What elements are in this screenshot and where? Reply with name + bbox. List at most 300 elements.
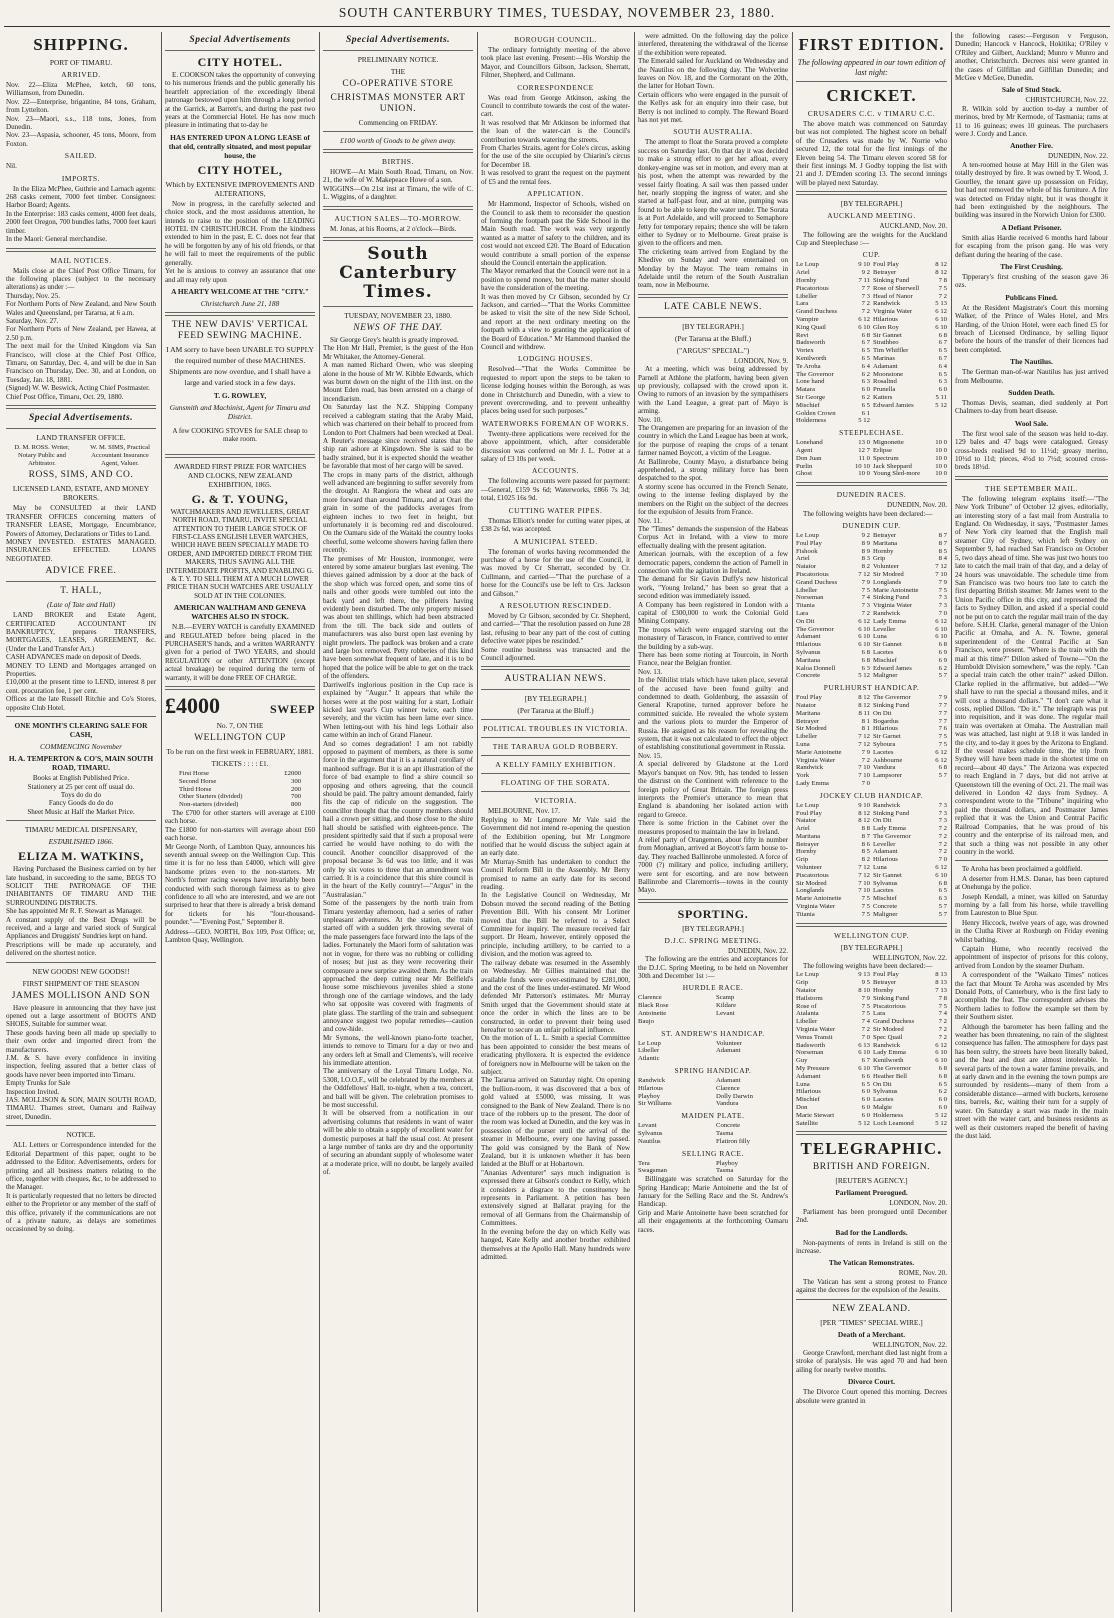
- weight-value: 7 5: [861, 1010, 870, 1018]
- horse-name: Mignonette: [873, 439, 904, 447]
- weight-value: 8 7: [938, 532, 947, 539]
- weight-value: 8 8: [861, 825, 870, 833]
- weight-value: 6 0: [861, 1111, 870, 1119]
- horse-weight: [796, 872, 870, 880]
- horse-name: Titania: [796, 602, 815, 610]
- weight-value: 7 5: [861, 586, 870, 594]
- horse-weight: [796, 602, 870, 610]
- text-block: Was read from George Atkinson, asking the Council to contribute towards the cost of the water-cart. It was resolved that Mr Atkinson be informed that the loan of the water-cart is the Council's contribution towards watering the streets. From Charles Straits, agent for Cole's circus, asking for the use of the site occupied by Chiarini's circus for December 18. It was resolved to grant the request on the payment of £5 and the rental fees.: [481, 93, 630, 186]
- subheading: STEEPLECHASE.: [839, 428, 904, 438]
- ad-title: T. G. ROWLEY,: [213, 390, 267, 400]
- horse-weight: [873, 1018, 947, 1026]
- horse-weight: [796, 911, 870, 919]
- horse-weight: [873, 633, 947, 641]
- horse-name: Volunteer: [873, 563, 899, 571]
- horse-weight: [796, 579, 870, 587]
- horse-weight: [796, 285, 870, 293]
- column-divider: [161, 32, 162, 1612]
- weight-row: [796, 371, 947, 379]
- text-block: The Divorce Court opened this morning. Decrees absolute were granted in: [796, 1388, 947, 1405]
- horse-weight: [873, 470, 947, 478]
- horse-weight: [796, 363, 870, 371]
- ad-title: CITY HOTEL,: [197, 162, 283, 177]
- horse-weight: [796, 378, 870, 386]
- horse-weight: [796, 1034, 870, 1042]
- subheading: FLOATING OF THE SORATA.: [500, 778, 611, 788]
- horse-name: Playboy: [716, 1159, 738, 1167]
- weight-value: 6 7: [861, 1057, 870, 1065]
- horse-weight: [873, 332, 947, 340]
- weight-value: 5 12: [935, 1119, 947, 1127]
- subheading: ACCOUNTS.: [531, 466, 580, 476]
- column-divider: [634, 32, 635, 1612]
- horse-name: Golden Crown: [796, 409, 836, 417]
- horse-weight: [873, 810, 947, 818]
- weight-value: 7 0: [938, 609, 947, 617]
- subheading: Sale of Stud Stock.: [1001, 85, 1062, 95]
- horse-weight: [796, 833, 870, 841]
- weight-value: 7 8: [938, 277, 947, 285]
- horse-weight: [796, 1081, 870, 1089]
- horse-name: Ariel: [796, 555, 810, 563]
- horse-name: Sir Garnet: [873, 733, 901, 741]
- weight-value: 7 2: [861, 756, 870, 764]
- weight-value: 7 12: [858, 733, 870, 741]
- horse-name: Norseman: [796, 1049, 824, 1057]
- column-divider: [319, 32, 320, 1612]
- weight-value: 6 8: [861, 656, 870, 664]
- subheading: CUTTING WATER PIPES.: [508, 505, 603, 515]
- weight-value: 7 2: [861, 308, 870, 316]
- horse-name: Venus Transit: [796, 1033, 833, 1041]
- divider: [955, 476, 1108, 480]
- horse-name: Kildare: [716, 1002, 737, 1010]
- horse-weight: [873, 817, 947, 825]
- weight-value: 7 5: [938, 733, 947, 741]
- horse-weight: [796, 665, 870, 673]
- horse-weight: [873, 841, 947, 849]
- horse-name: Hornby: [873, 547, 894, 555]
- subheading: MAIL NOTICES.: [50, 255, 112, 265]
- horse-weight: [796, 895, 870, 903]
- subheading: (Per Tararua at the Bluff.): [517, 706, 594, 716]
- horse-name: Grip: [873, 555, 886, 563]
- prize-row: [179, 793, 301, 801]
- horse-name: Fishook: [796, 547, 818, 555]
- dateline: ROME, Nov. 20.: [898, 1269, 947, 1278]
- horse-name: Baujo: [638, 1017, 654, 1025]
- section-heading: BRITISH AND FOREIGN.: [812, 1162, 931, 1173]
- horse-weight: [873, 772, 947, 780]
- horse-name: Lady Emma: [873, 825, 906, 833]
- horse-name: Lone hand: [796, 378, 825, 386]
- divider: [323, 50, 473, 51]
- horse-name: Tasma: [716, 1167, 734, 1175]
- divider: [481, 791, 630, 792]
- weight-value: 6 3: [938, 895, 947, 903]
- weight-value: 8 12: [858, 694, 870, 702]
- divider: [6, 820, 156, 821]
- divider: [796, 81, 947, 82]
- column-divider: [951, 32, 952, 1612]
- horse-name: Atalanta: [796, 1010, 819, 1018]
- horse-name: Heather Bell: [873, 1072, 907, 1080]
- horse-name: Adamant: [796, 633, 821, 641]
- horse-weight: [873, 880, 947, 888]
- weight-value: 7 3: [938, 809, 947, 817]
- horse-name: Randwick: [873, 801, 901, 809]
- subheading: A Defiant Prisoner.: [1001, 222, 1062, 232]
- horse-weight: [796, 410, 870, 418]
- weight-value: 7 4: [938, 1010, 947, 1018]
- horse-name: Foul Play: [796, 539, 822, 547]
- section-heading: NEWS OF THE DAY.: [353, 323, 443, 334]
- horse-weight: [873, 410, 947, 418]
- horse-weight: [796, 1018, 870, 1026]
- weight-value: 6 13: [858, 1041, 870, 1049]
- text-block: Books at English Published Price. Stationery at 25 per cent off usual do. Toys do do do Fancy Goods do do do Sheet Music at Half the Market Price.: [27, 774, 135, 816]
- horse-weight: [796, 880, 870, 888]
- weight-value: 5 12: [935, 401, 947, 409]
- ad-subtitle: To be run on the first week in FEBRUARY, 1881.: [166, 747, 314, 757]
- horse-name: Clarence: [638, 994, 662, 1002]
- weight-value: 6 4: [938, 362, 947, 370]
- horse-weight: [873, 308, 947, 316]
- weight-value: 6 10: [858, 641, 870, 649]
- text-block: The following accounts were passed for payment:—General, £159 9s 6d; Waterworks, £866 7s 3d; total, £1025 16s 9d.: [481, 477, 630, 503]
- horse-name: Mischief: [796, 401, 820, 409]
- subheading: [BY TELEGRAPH.]: [682, 321, 744, 331]
- weight-value: 6 5: [938, 370, 947, 378]
- horse-weight: [796, 733, 870, 741]
- subheading: FIRST SHIPMENT OF THE SEASON: [22, 978, 140, 988]
- horse-name: Sylvanus: [873, 1088, 898, 1096]
- horse-weight: [873, 741, 947, 749]
- horse-weight: [873, 825, 947, 833]
- subheading: The following appeared in our town edition of last night:: [797, 58, 946, 77]
- divider: [165, 686, 315, 690]
- article-body: MELBOURNE, Nov. 17. Replying to Mr Longmore Mr Vale said the Government did not intend re-opening the question of the Exhibition opening, but Mr Longmore notified that he would discuss the subject again at an early date. Mr Murray-Smith has undertaken to conduct the Council Reform Bill in the Assembly. Mr Berry promised to name an early date for its second reading. In the Legislative Council on Wednesday, Mr Dobson moved the second reading of the Betting Prevention Bill. With his consent Mr Lorimer moved that the Bill be referred to a Select Committee for inquiry. The measure received fair support. Dr Hearn, however, entirely opposed the principle, including artillery, to be carried to a division, and the motion was agreed to. The railway debate was resumed in the Assembly on Wednesday. Mr Gillies maintained that the available funds were over-estimated by £281,000, and the cost of the lines under-estimated. Mr Wood defended Mr Patterson's estimates. Mr Murray Smith urged that the Government should state at once the order in which the lines are to be constructed, in order to prevent their being used hereafter to secure an unfair political influence. On the motion of L. L. Smith a special Committee has been appointed to consider the best means of eradicating phylloxera. It is expected the evidence of foreigners now in Melbourne will be taken on the subject. The Tararua arrived on Saturday night. On opening the bullion-room, it was discovered that a box of gold valued at £5000, was missing. It was consigned to the Bank of New Zealand. There is no trace of the robbers up to the present. The door of the room was locked at Dunedin, and the key was in possession of the purser until the arrival of the steamer in Melbourne, every one having passed. The gold was consigned by the Bank of New Zealand, but it is unknown whether it has been landed at the Bluff or at Hobartown. "Ananias Adventurer" says much indignation is expressed there at Gibson's conduct re Kelly, which it considers a disgrace to the constituency he represents in Parliament. A petition has been extensively signed at Ballarat praying for the removal of all Germans from the Chairmanship of Committees. In the evening before the day on which Kelly was hanged, Kate Kelly and another brother exhibited themselves at the Apollo Hall. Many hundreds were admitted.: [481, 807, 630, 1261]
- horse-name: Edward James: [873, 664, 912, 672]
- weight-value: 6 10: [858, 323, 870, 331]
- section-heading: CRICKET.: [826, 86, 917, 105]
- weight-value: 7 7: [938, 717, 947, 725]
- horse-name: Natator: [796, 987, 817, 995]
- horse-weight: [796, 971, 870, 979]
- weight-value: 6 12: [858, 617, 870, 625]
- horse-weight: [873, 718, 947, 726]
- section-heading: NEW ZEALAND.: [832, 1303, 911, 1314]
- dateline: WELLINGTON, Nov. 22.: [872, 953, 947, 962]
- weight-value: 8 10: [858, 987, 870, 995]
- horse-name: Jack Sheppard: [873, 462, 912, 470]
- horse-name: Tera: [638, 1159, 650, 1167]
- weight-row: [796, 810, 947, 818]
- horse-name: Virginia Water: [796, 903, 836, 911]
- weight-row: [796, 841, 947, 849]
- horse-name: Ariel: [796, 825, 810, 833]
- horse-name: Piscatorious: [873, 1002, 906, 1010]
- weight-row: [796, 880, 947, 888]
- weight-row: [796, 447, 947, 455]
- horse-weight: [796, 1112, 870, 1120]
- horse-name: Hailstorm: [796, 994, 823, 1002]
- weight-value: 6 12: [935, 308, 947, 316]
- horse-name: Rose of: [796, 1002, 817, 1010]
- prize-label: Second Horse: [179, 777, 217, 785]
- horse-name: Sinking Fund: [873, 809, 910, 817]
- horse-weight: [873, 833, 947, 841]
- section-heading: AUSTRALIAN NEWS.: [504, 674, 607, 685]
- weight-row: [796, 324, 947, 332]
- horse-weight: [873, 626, 947, 634]
- weight-row: [796, 780, 947, 788]
- horse-name: Maligner: [873, 910, 898, 918]
- weight-row: [796, 463, 947, 471]
- horse-weight: [873, 339, 947, 347]
- weight-row: [796, 355, 947, 363]
- horse-name: Purlin: [796, 462, 813, 470]
- divider: [955, 860, 1108, 861]
- weight-row: [796, 1096, 947, 1104]
- subheading: ESTABLISHED 1866.: [48, 837, 114, 847]
- weight-value: 5 7: [938, 672, 947, 680]
- text-block: The £700 for other starters will average at £100 each horse. The £1800 for non-starters will average about £60 each horse. Mr George North, of Lambton Quay, announces his seventh annual sweep on the Wellington Cup. This time it is for no less than £4000, which will give handsome prizes even to the non-starters. Mr North's former racing sweeps have invariably been conducted with such thorough fairness as to give confidence to all who are interested, and we are not surprised to hear that there is already a brisk demand for tickets for his "four-thousand-pounder."—"Evening Post," September 8.: [165, 809, 315, 927]
- divider: [481, 737, 630, 738]
- horse-weight: [873, 1096, 947, 1104]
- dateline: CHRISTCHURCH, Nov. 22.: [1025, 96, 1108, 105]
- weight-value: 6 7: [938, 339, 947, 347]
- horse-weight: [796, 347, 870, 355]
- weight-value: 7 0: [938, 856, 947, 864]
- text-block: The above match was commenced on Saturday but was not completed. The highest score on behalf of the Crusaders was made by W. Norrie who secured 12, the total for the first innings of the Eleven being 54. The Timaru eleven scored 58 for their first innings M. J Godby topping the list with 21 and J. D'Emden scoring 13. The second innings will be played next Saturday.: [796, 120, 947, 187]
- weight-value: 7 0: [861, 779, 870, 787]
- weight-row: [796, 665, 947, 673]
- text-block: Te Aroha has been proclaimed a goldfield.: [962, 865, 1083, 874]
- horse-name: Edward Jamies: [873, 401, 914, 409]
- ad-subtitle: THE: [390, 67, 406, 76]
- subheading: Publicans Fined.: [1005, 292, 1058, 302]
- horse-weight: [796, 339, 870, 347]
- ad-text: D. M. ROSS. Writer, Notary Public and Arbitrator.: [14, 444, 70, 467]
- entry-row: [638, 1160, 788, 1168]
- subheading: CUP.: [862, 250, 881, 260]
- weight-row: [796, 1034, 947, 1042]
- weight-row: [796, 417, 947, 425]
- horse-name: Sir Modred: [873, 570, 904, 578]
- column-4: [481, 32, 630, 1612]
- horse-weight: [873, 1049, 947, 1057]
- weight-row: [796, 277, 947, 285]
- text-block: A ten-roomed house at May Hill in the Glen was totally destroyed by fire. It was owned by T. Wood, J. Gourlley, the tenant gave up possession on Friday, but had not removed the whole of his furniture. A fire was detected on Friday night, but it was thought it had been extinguished by the neighbours. The building was insured in the Norwich Union for £300.: [955, 160, 1108, 220]
- horse-weight: [796, 1010, 870, 1018]
- horse-name: Young Sled-more: [873, 470, 921, 478]
- weight-row: [796, 749, 947, 757]
- text-block: LAND BROKER and Estate Agent, CERTIFICATED ACCOUNTANT IN BANKRUPTCY, prepares TRANSFERS, MORTGAGES, LEASES, AGREEMENT, &c. (Under the Land Transfer Act.) CASH ADVANCES made on deposit of Deeds. MONEY TO LEND and Mortgages arranged on Properties. £10,000 at the present time to LEND, interest 8 per cent. procuration fee, 1 per cent. Offices at the late Russell Ritchie and Co's Stores, opposite Club Hotel.: [6, 611, 156, 712]
- ad-subtitle: Which by EXTENSIVE IMPROVEMENTS AND ALTERATIONS,: [165, 179, 315, 198]
- weight-value: 6 12: [935, 756, 947, 764]
- weight-value: 6 0: [861, 1088, 870, 1096]
- weight-value: 6 2: [938, 1088, 947, 1096]
- horse-weight: [873, 911, 947, 919]
- ad-title: T. HALL,: [60, 586, 102, 597]
- subheading: Divorce Court.: [847, 1377, 896, 1387]
- horse-name: Sir Gannet: [873, 871, 902, 879]
- weight-row: [796, 710, 947, 718]
- horse-name: Rose of Sherwell: [873, 284, 920, 292]
- divider: [796, 191, 947, 195]
- ad-title: NOTICE.: [66, 1130, 96, 1140]
- horse-name: Sinking Fund: [873, 594, 910, 602]
- weight-value: 6 1: [861, 409, 870, 417]
- horse-weight: [796, 1057, 870, 1065]
- horse-name: Luna: [796, 1080, 810, 1088]
- subheading: JOCKEY CLUB HANDICAP.: [819, 790, 924, 800]
- weight-value: 6 9: [938, 656, 947, 664]
- weight-value: 7 4: [861, 594, 870, 602]
- text-block: Parliament has been prorogued until December 2nd.: [796, 1207, 947, 1225]
- horse-name: Hilarious: [638, 1084, 663, 1092]
- horse-name: Le Loup: [796, 971, 819, 979]
- weight-value: 7 12: [858, 864, 870, 872]
- weights-table: [796, 971, 947, 1127]
- horse-weight: [873, 1120, 947, 1128]
- weight-row: [796, 378, 947, 386]
- horse-name: Playboy: [638, 1092, 660, 1100]
- weight-row: [796, 402, 947, 410]
- horse-name: Libeller: [796, 586, 818, 594]
- weight-value: 7 13: [935, 987, 947, 995]
- prize-list: [165, 770, 315, 809]
- weight-value: 8 7: [938, 539, 947, 547]
- horse-name: Grip: [796, 979, 809, 987]
- divider: [323, 149, 473, 153]
- weight-value: 5 11: [935, 394, 947, 402]
- weight-row: [796, 1120, 947, 1128]
- horse-weight: [873, 371, 947, 379]
- horse-name: Glen Roy: [873, 323, 899, 331]
- weight-value: 7 5: [861, 1002, 870, 1010]
- subheading: Wool Sale.: [1014, 418, 1049, 428]
- horse-weight: [873, 548, 947, 556]
- horse-weight: [873, 378, 947, 386]
- horse-weight: [873, 1010, 947, 1018]
- weight-row: [796, 455, 947, 463]
- text-block: Have pleasure in announcing that they have just opened out a large assortment of BOOTS AND SHOES, Suitable for summer wear. These goods having been all made up specially to their own order and imported direct from the manufacturers. J.M. & S. have every confidence in inviting inspection, feeling assured that a better class of goods have never been imported into Timaru. Empty Trunks for Sale Inspection Invited. JAS. MOLLISON & SON, MAIN SOUTH ROAD, TIMARU. Thames street, Oamaru and Railway street, Dunedin.: [6, 1003, 156, 1121]
- weight-value: 7 9: [861, 578, 870, 586]
- horse-weight: [796, 764, 870, 772]
- weights-table: [796, 439, 947, 478]
- weight-value: 8 4: [938, 555, 947, 563]
- weight-row: [796, 300, 947, 308]
- horse-name: Spec Quail: [873, 1033, 903, 1041]
- prize-value: £2000: [284, 770, 301, 778]
- weight-row: [796, 308, 947, 316]
- entries-list: [638, 1160, 788, 1176]
- weight-value: 5 13: [935, 300, 947, 308]
- horse-weight: [873, 665, 947, 673]
- weight-value: 6 8: [938, 879, 947, 887]
- weight-row: [796, 439, 947, 447]
- ad-subtitle: HAS ENTERED UPON A LONG LEASE of that old, centrally situated, and most popular house, the: [168, 132, 312, 160]
- weight-value: 6 8: [938, 1065, 947, 1073]
- horse-weight: [796, 1104, 870, 1112]
- horse-weight: [873, 571, 947, 579]
- dateline: LONDON, Nov. 20.: [889, 1199, 947, 1208]
- entry-row: [638, 1130, 788, 1138]
- horse-weight: [873, 439, 947, 447]
- divider: [165, 312, 315, 316]
- text-block: The following are the entries and acceptances for the D.J.C. Spring Meeting, to be held on November 30th and December 1st :—: [638, 955, 788, 980]
- weight-value: 6 5: [938, 1080, 947, 1088]
- weight-value: 7 9: [938, 578, 947, 586]
- weights-table: [796, 532, 947, 680]
- horse-name: Virginia Water: [796, 756, 836, 764]
- horse-name: Vandura: [716, 1100, 739, 1108]
- text-block: A deserter from H.M.S. Danae, has been captured at Onehunga by the police.: [955, 874, 1108, 892]
- horse-weight: [796, 672, 870, 680]
- dateline: DUNEDIN, Nov. 22.: [1047, 152, 1108, 161]
- horse-name: King Quail: [796, 323, 826, 331]
- horse-name: Spectrum: [873, 454, 899, 462]
- divider: [165, 50, 315, 51]
- horse-name: Libeller: [796, 1018, 818, 1026]
- horse-name: Libeller: [796, 292, 818, 300]
- horse-weight: [873, 602, 947, 610]
- horse-weight: [796, 571, 870, 579]
- horse-weight: [873, 355, 947, 363]
- weight-row: [796, 1065, 947, 1073]
- weight-value: 5 12: [858, 1119, 870, 1127]
- horse-name: Luna: [873, 864, 887, 872]
- horse-weight: [873, 864, 947, 872]
- column-3: [323, 32, 473, 1612]
- horse-name: Black Rose: [638, 1002, 669, 1010]
- horse-name: Lacetes: [873, 748, 894, 756]
- horse-weight: [873, 1034, 947, 1042]
- prize-label: First Horse: [179, 770, 209, 778]
- subheading: POLITICAL TROUBLES IN VICTORIA.: [483, 724, 628, 734]
- horse-name: Swagsman: [638, 1167, 667, 1175]
- horse-weight: [873, 293, 947, 301]
- horse-weight: [796, 470, 870, 478]
- weight-value: 7 10: [935, 570, 947, 578]
- weight-value: 10 10: [854, 462, 870, 470]
- text-block: Nov. 22—Eliza McPhee, ketch, 60 tons, Williamson, from Dunedin. Nov. 22—Enterprise, brigantine, 84 tons, Graham, from Lyttelton. Nov. 23—Maori, s.s., 118 tons, Jones, from Dunedin. Nov. 23—Aspasia, schooner, 45 tons, Moore, from Foxton.: [6, 81, 156, 148]
- weight-value: 6 7: [861, 339, 870, 347]
- text-block: A few COOKING STOVES for SALE cheap to make room.: [172, 426, 308, 444]
- text-block: Joseph Kendall, a miner, was killed on Saturday morning by a fall from his horse, while travelling from Laureston to Blue Spur.: [955, 892, 1108, 918]
- weight-row: [796, 772, 947, 780]
- weight-row: [796, 410, 947, 418]
- weight-row: [796, 261, 947, 269]
- column-7: [955, 32, 1108, 1612]
- horse-name: Luna: [873, 633, 887, 641]
- weight-value: 7 9: [861, 994, 870, 1002]
- edition-date: TUESDAY, NOVEMBER 23, 1880.: [344, 311, 452, 321]
- weight-value: 6 0: [861, 1096, 870, 1104]
- subheading: VICTORIA.: [534, 796, 577, 806]
- text-block: The attempt to float the Sorata proved a complete success on Saturday last. On that day it was decided to make a strong effort to get her afloat, every donkey-engine was set in motion, and every man at his post, when the attempt was rewarded by the vessel fairly floating. A sail was then passed under her, nearly stopping the ingress of water, and she started at half-past four, and at nine, pumping was found to be able to keep the water under. The Sorata is at Port Adelaide, and will proceed to Semaphore Jetty for temporary repairs; thence she will be taken either to Sydney or to Melbourne. Great praise is given to the officers and men. The cricketing team arrived from England by the Khedive on Sunday and were entertained on Monday by the Mayor. The team remains in Adelaide until the return of the South Australian team, now in Melbourne.: [638, 138, 788, 290]
- horse-weight: [796, 332, 870, 340]
- divider: [323, 306, 473, 307]
- text-block: WATCHMAKERS AND JEWELLERS, GREAT NORTH ROAD, TIMARU, INVITE SPECIAL ATTENTION TO THEIR LARGE STOCK OF FIRST-CLASS ENGLISH LEVER WATCHES, WHICH HAVE BEEN SPECIALLY MADE TO ORDER, AND IMPORTED DIRECT FROM THE MAKERS, THUS SAVING ALL THE INTERMEDIATE PROFITS, AND ENABLING G. & T. Y. TO SELL THEM AT A MUCH LOWER PRICE THAN SUCH WATCHES ARE USUALLY SOLD AT IN THE COLONIES.: [166, 507, 314, 600]
- horse-name: The Governor: [796, 370, 834, 378]
- entry-row: [638, 1167, 788, 1175]
- horse-weight: [873, 563, 947, 571]
- horse-name: Volunteer: [716, 1039, 742, 1047]
- weight-value: 6 8: [938, 641, 947, 649]
